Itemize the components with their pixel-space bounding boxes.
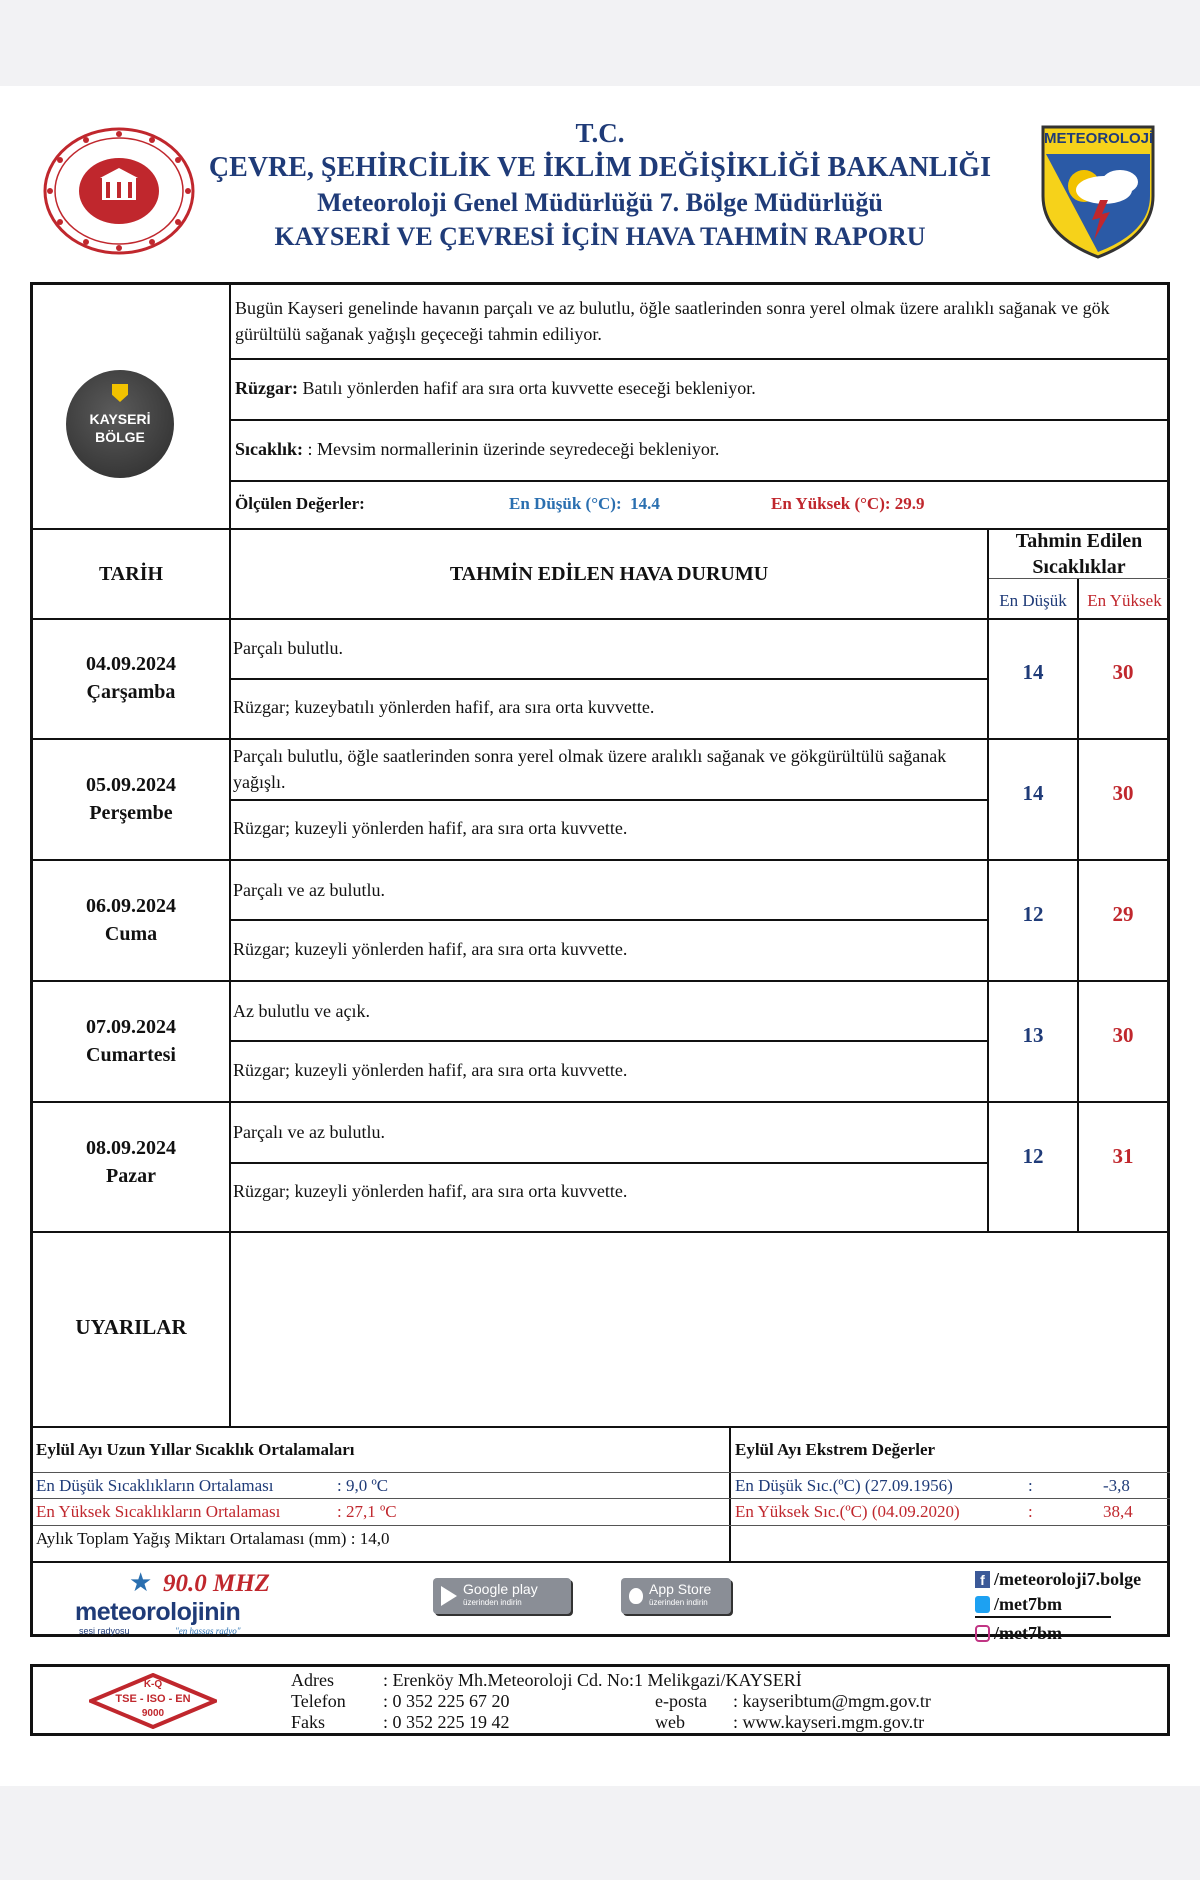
google-play-button[interactable] [433, 1578, 571, 1614]
day-min: 12 [1022, 902, 1044, 926]
day-max: 31 [1112, 1144, 1134, 1168]
avg-min-value: : 9,0 ºC [337, 1476, 389, 1495]
radio-freq: 90.0 MHZ [163, 1570, 270, 1597]
day-max: 30 [1112, 1023, 1134, 1047]
summary-temp [235, 436, 1165, 462]
meteoroloji-logo [1040, 124, 1156, 260]
measured-min-label: En Düşük (°C): [509, 494, 622, 513]
day-wind: Rüzgar; kuzeyli yönlerden hafif, ara sıra orta kuvvette. [233, 1181, 628, 1201]
day-date: 06.09.2024 [86, 895, 176, 917]
fax-label: Faks [291, 1712, 326, 1732]
cert-top: K-Q [143, 1679, 163, 1690]
facebook-icon: f [975, 1571, 990, 1588]
twitter-icon [975, 1596, 990, 1613]
day-name: Pazar [106, 1165, 156, 1187]
play-icon [441, 1586, 457, 1606]
day-weather: Parçalı bulutlu, öğle saatlerinden sonra yerel olmak üzere aralıklı sağanak ve gökgürültülü sağanak yağışlı. [233, 746, 947, 792]
google-play-main: Google play [463, 1581, 538, 1597]
day-wind: Rüzgar; kuzeybatılı yönlerden hafif, ara sıra orta kuvvette. [233, 697, 655, 717]
phone-label: Telefon [291, 1691, 346, 1711]
social-facebook[interactable] [975, 1566, 1141, 1592]
radio-sub1: sesi radyosu [79, 1626, 130, 1636]
day-max: 30 [1112, 660, 1134, 684]
social-twitter[interactable] [975, 1592, 1111, 1618]
avg-max-value: : 27,1 ºC [337, 1502, 397, 1521]
averages-title: Eylül Ayı Uzun Yıllar Sıcaklık Ortalamaları [36, 1440, 355, 1459]
web-label: web [655, 1712, 685, 1732]
day-wind: Rüzgar; kuzeyli yönlerden hafif, ara sıra orta kuvvette. [233, 939, 628, 959]
measured-label: Ölçülen Değerler: [235, 494, 365, 513]
col-date-header: TARİH [98, 563, 164, 585]
col-forecast-header: TAHMİN EDİLEN HAVA DURUMU [449, 563, 769, 585]
contact-footer [30, 1664, 1170, 1736]
day-name: Cumartesi [86, 1044, 176, 1066]
measured-max-value: 29.9 [894, 494, 925, 513]
avg-max-label: En Yüksek Sıcaklıkların Ortalaması [36, 1502, 281, 1521]
phone-value: : 0 352 225 67 20 [383, 1691, 510, 1711]
email-value[interactable]: : kayseribtum@mgm.gov.tr [733, 1691, 931, 1711]
day-date: 08.09.2024 [86, 1137, 176, 1159]
ext-min-colon: : [1028, 1476, 1033, 1495]
web-value[interactable]: : www.kayseri.mgm.gov.tr [733, 1712, 925, 1732]
day-date: 07.09.2024 [86, 1016, 176, 1038]
day-weather: Parçalı ve az bulutlu. [233, 1122, 385, 1142]
day-date: 04.09.2024 [86, 653, 176, 675]
day-name: Çarşamba [86, 681, 176, 703]
app-store-main: App Store [649, 1581, 712, 1597]
measured-min-value: 14.4 [630, 494, 660, 513]
measured-min [509, 491, 660, 517]
summary-temp-text: : Mevsim normallerinin üzerinde seyredeceği bekleniyor. [307, 439, 720, 459]
header-report-title: KAYSERİ VE ÇEVRESİ İÇİN HAVA TAHMİN RAPORU [274, 222, 926, 251]
day-max: 29 [1112, 902, 1134, 926]
day-max: 30 [1112, 781, 1134, 805]
col-max-header: En Yüksek [1087, 591, 1162, 610]
badge-emblem-icon [112, 384, 128, 402]
forecast-table [30, 282, 1170, 1643]
day-min: 14 [1022, 781, 1044, 805]
summary-wind-label: Rüzgar: [235, 378, 298, 398]
ext-max-label: En Yüksek Sıc.(ºC) (04.09.2020) [735, 1502, 960, 1521]
address-value: : Erenköy Mh.Meteoroloji Cd. No:1 Melikgazi/KAYSERİ [383, 1670, 802, 1690]
radio-sub2: "en hassas radyo" [175, 1626, 241, 1636]
app-store-sub: üzerinden indirin [649, 1598, 708, 1607]
avg-rain: Aylık Toplam Yağış Miktarı Ortalaması (mm) : 14,0 [36, 1529, 390, 1548]
header-directorate: Meteoroloji Genel Müdürlüğü 7. Bölge Müdürlüğü [317, 188, 883, 217]
twitter-handle: /met7bm [994, 1593, 1062, 1614]
address-label: Adres [291, 1670, 334, 1690]
summary-wind [235, 375, 1165, 401]
meteoroloji-logo-text: METEOROLOJİ [1044, 130, 1154, 147]
star-icon: ★ [129, 1568, 153, 1597]
avg-min-label: En Düşük Sıcaklıkların Ortalaması [36, 1476, 274, 1495]
day-name: Perşembe [89, 802, 173, 824]
summary-temp-label: Sıcaklık: [235, 439, 304, 459]
day-weather: Parçalı ve az bulutlu. [233, 880, 385, 900]
col-min-header: En Düşük [999, 591, 1067, 610]
day-wind: Rüzgar; kuzeyli yönlerden hafif, ara sıra orta kuvvette. [233, 1060, 628, 1080]
extremes-title: Eylül Ayı Ekstrem Değerler [735, 1440, 936, 1459]
radio-brand: meteorolojinin [75, 1598, 241, 1626]
measured-max [771, 491, 925, 517]
app-store-button[interactable] [621, 1578, 731, 1614]
fax-value: : 0 352 225 19 42 [383, 1712, 510, 1732]
badge-line2: BÖLGE [95, 429, 145, 445]
facebook-handle: /meteoroloji7.bolge [994, 1568, 1142, 1589]
day-min: 12 [1022, 1144, 1044, 1168]
header-tc: T.C. [575, 118, 625, 148]
day-date: 05.09.2024 [86, 774, 176, 796]
radio-logo [75, 1568, 315, 1636]
cert-bottom: 9000 [141, 1708, 165, 1719]
summary-general: Bugün Kayseri genelinde havanın parçalı ve az bulutlu, öğle saatlerinden sonra yerel olmak üzere aralıklı sağanak ve gök gürültülü sağanak yağışlı geçeceği tahmin ediliyor. [235, 298, 1110, 344]
apple-icon [629, 1588, 643, 1604]
instagram-icon [975, 1625, 990, 1642]
day-name: Cuma [104, 923, 158, 945]
summary-wind-text: Batılı yönlerden hafif ara sıra orta kuvvette eseceği bekleniyor. [302, 378, 756, 398]
col-temps-header: Tahmin Edilen Sıcaklıklar [1015, 530, 1143, 578]
header-ministry: ÇEVRE, ŞEHİRCİLİK VE İKLİM DEĞİŞİKLİĞİ BAKANLIĞI [208, 152, 992, 183]
ext-max-value: 38,4 [1103, 1502, 1133, 1521]
day-weather: Az bulutlu ve açık. [233, 1001, 370, 1021]
social-instagram[interactable] [975, 1620, 1062, 1646]
warnings-label: UYARILAR [75, 1315, 187, 1339]
badge-line1: KAYSERİ [89, 411, 151, 427]
day-min: 14 [1022, 660, 1044, 684]
day-weather: Parçalı bulutlu. [233, 638, 343, 658]
kayseri-bolge-badge [66, 370, 174, 478]
day-wind: Rüzgar; kuzeyli yönlerden hafif, ara sıra orta kuvvette. [233, 818, 628, 838]
measured-max-label: En Yüksek (°C): [771, 494, 891, 513]
cert-mid: TSE - ISO - EN [115, 1693, 191, 1705]
email-label: e-posta [655, 1691, 707, 1711]
instagram-handle: /met7bm [994, 1622, 1062, 1643]
day-min: 13 [1022, 1023, 1044, 1047]
google-play-sub: üzerinden indirin [463, 1598, 522, 1607]
ext-max-colon: : [1028, 1502, 1033, 1521]
report-page [0, 86, 1200, 1786]
cert-logo [89, 1673, 217, 1729]
ext-min-value: -3,8 [1103, 1476, 1130, 1495]
ext-min-label: En Düşük Sıc.(ºC) (27.09.1956) [735, 1476, 953, 1495]
